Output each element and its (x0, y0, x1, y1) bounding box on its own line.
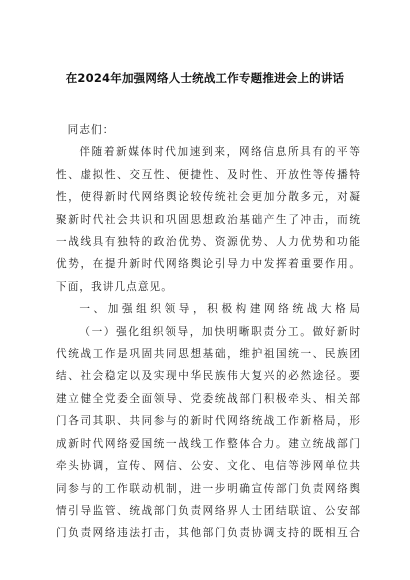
document-title: 在2024年加强网络人士统战工作专题推进会上的讲话 (65, 71, 345, 85)
salutation: 同志们： (67, 124, 115, 136)
body-line: 聚新时代社会共识和巩固思想政治基础产生了冲击，而统 (56, 213, 362, 226)
body-line: （一）强化组织领导，加快明晰职责分工。做好新时 (79, 325, 362, 338)
body-line: 情引导监管、统战部门负责网络界人士团结联谊、公安部 (56, 504, 362, 517)
body-line: 牵头协调，宣传、网信、公安、文化、电信等涉网单位共 (56, 460, 362, 473)
body-line: 门各司其职、共同参与的新时代网络统战工作新格局，形 (56, 415, 362, 428)
body-line: 代统战工作是巩固共同思想基础，维护祖国统一、民族团 (56, 348, 362, 361)
body-line: 优势，在提升新时代网络舆论引导力中发挥着重要作用。 (56, 258, 362, 271)
body-line: 结、社会稳定以及实现中华民族伟大复兴的必然途径。要 (56, 370, 362, 383)
body-line: 建立健全党委全面领导、党委统战部门积极牵头、相关部 (56, 392, 362, 405)
body-line: 性、虚拟性、交互性、便捷性、及时性、开放性等传播特 (56, 168, 362, 181)
body-line: 下面，我讲几点意见。 (56, 280, 173, 293)
body-line: 成新时代网络爱国统一战线工作整体合力。建立统战部门 (56, 437, 362, 450)
body-line: 同参与的工作联动机制，进一步明确宣传部门负责网络舆 (56, 482, 362, 495)
body-line: 伴随着新媒体时代加速到来，网络信息所具有的平等 (79, 146, 362, 159)
document-body (56, 119, 364, 545)
body-line: 一战线具有独特的政治优势、资源优势、人力优势和功能 (56, 236, 362, 249)
body-line: 门负责网络违法打击，其他部门负责协调支持的既相互合 (56, 527, 362, 540)
body-line: 一、加强组织领导，积极构建网络统战大格局 (79, 303, 364, 316)
body-line: 性，使得新时代网络舆论较传统社会更加分散多元，对凝 (56, 191, 362, 204)
